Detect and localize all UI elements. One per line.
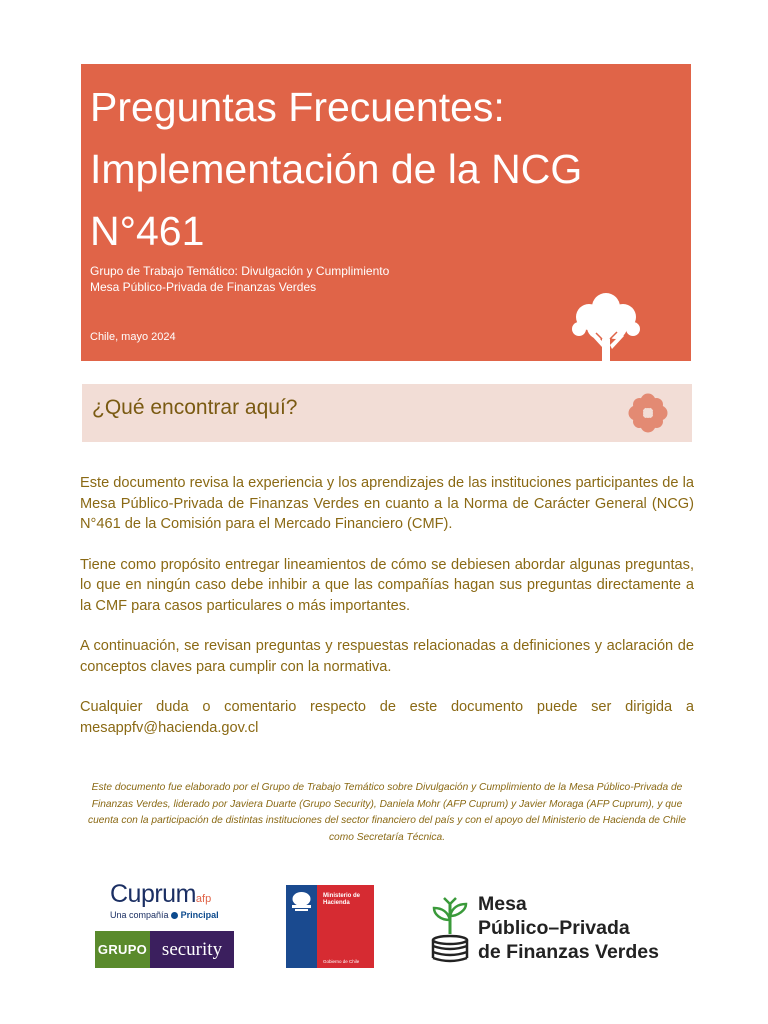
cuprum-logo-name: Cuprum: [110, 880, 196, 908]
tree-icon: [571, 289, 641, 361]
cuprum-logo: [110, 880, 240, 922]
section-header: [82, 384, 692, 442]
ministerio-logo-blue: [286, 885, 317, 968]
principal-name: Principal: [180, 910, 219, 920]
mesa-logo-line3: de Finanzas Verdes: [478, 941, 659, 963]
paragraph-content: A continuación, se revisan preguntas y respuestas relacionadas a definiciones y aclaración de conceptos claves para cumplir con la normativa.: [80, 638, 694, 675]
cuprum-logo-afp: afp: [195, 893, 212, 905]
paragraph-objective: Tiene como propósito entregar lineamientos de cómo se debiesen abordar algunas preguntas, lo que en ningún caso debe inhibir a que las compañías hagan sus preguntas directamente a la CMF para casos particulares o más importantes.: [80, 556, 694, 614]
ministerio-hacienda-logo: [286, 885, 374, 968]
cuprum-tagline-text: Una compañía: [110, 910, 169, 920]
mesa-logo-line1: Mesa: [478, 893, 527, 915]
mesa-finanzas-verdes-logo: [428, 890, 688, 970]
grupo-security-logo: [95, 931, 234, 968]
ministerio-logo-footer: Gobierno de Chile: [323, 959, 360, 964]
cuprum-tagline: [110, 910, 240, 920]
flower-icon: [628, 392, 668, 434]
chile-emblem-icon: [286, 887, 317, 917]
intro-text: [80, 473, 694, 758]
security-logo-grupo: GRUPO: [95, 931, 150, 968]
mesa-logo-line2: Público–Privada: [478, 917, 630, 939]
ministerio-logo-title: Ministerio de Hacienda: [323, 893, 361, 906]
paragraph-purpose: Este documento revisa la experiencia y los aprendizajes de las instituciones participantes de la Mesa Público-Privada de Finanzas Verdes en cuanto a la Norma de Carácter General (NCG) N°461 de la Comisión para el Mercado Financiero (CMF).: [80, 475, 694, 532]
banner-date: Chile, mayo 2024: [90, 331, 176, 343]
banner-subtitle: [90, 263, 389, 295]
ministerio-logo-red: [317, 885, 374, 968]
credits-note: Este documento fue elaborado por el Grupo de Trabajo Temático sobre Divulgación y Cumplimiento de la Mesa Público-Privada de Finanzas Verdes, liderado por Javiera Duarte (Grupo Security), Daniela Mohr (AFP Cuprum) y Javier Moraga (AFP Cuprum), y que cuenta con la participación de distintas instituciones del sector financiero del país y con el apoyo del Ministerio de Hacienda de Chile como Secretaría Técnica.: [87, 782, 686, 843]
sprout-coins-icon: [428, 890, 472, 968]
principal-icon: [171, 912, 178, 919]
section-heading: ¿Qué encontrar aquí?: [92, 396, 298, 419]
security-logo-name: security: [150, 931, 234, 968]
document-title: Preguntas Frecuentes: Implementación de la NCG N°461: [90, 84, 583, 254]
paragraph-contact: Cualquier duda o comentario respecto de este documento puede ser dirigida a mesappfv@hacienda.gov.cl: [80, 699, 694, 736]
title-banner: [81, 64, 691, 361]
subtitle-mesa: Mesa Público-Privada de Finanzas Verdes: [90, 280, 317, 294]
subtitle-working-group: Grupo de Trabajo Temático: Divulgación y Cumplimiento: [90, 264, 390, 278]
mesa-logo-text: [478, 892, 659, 964]
